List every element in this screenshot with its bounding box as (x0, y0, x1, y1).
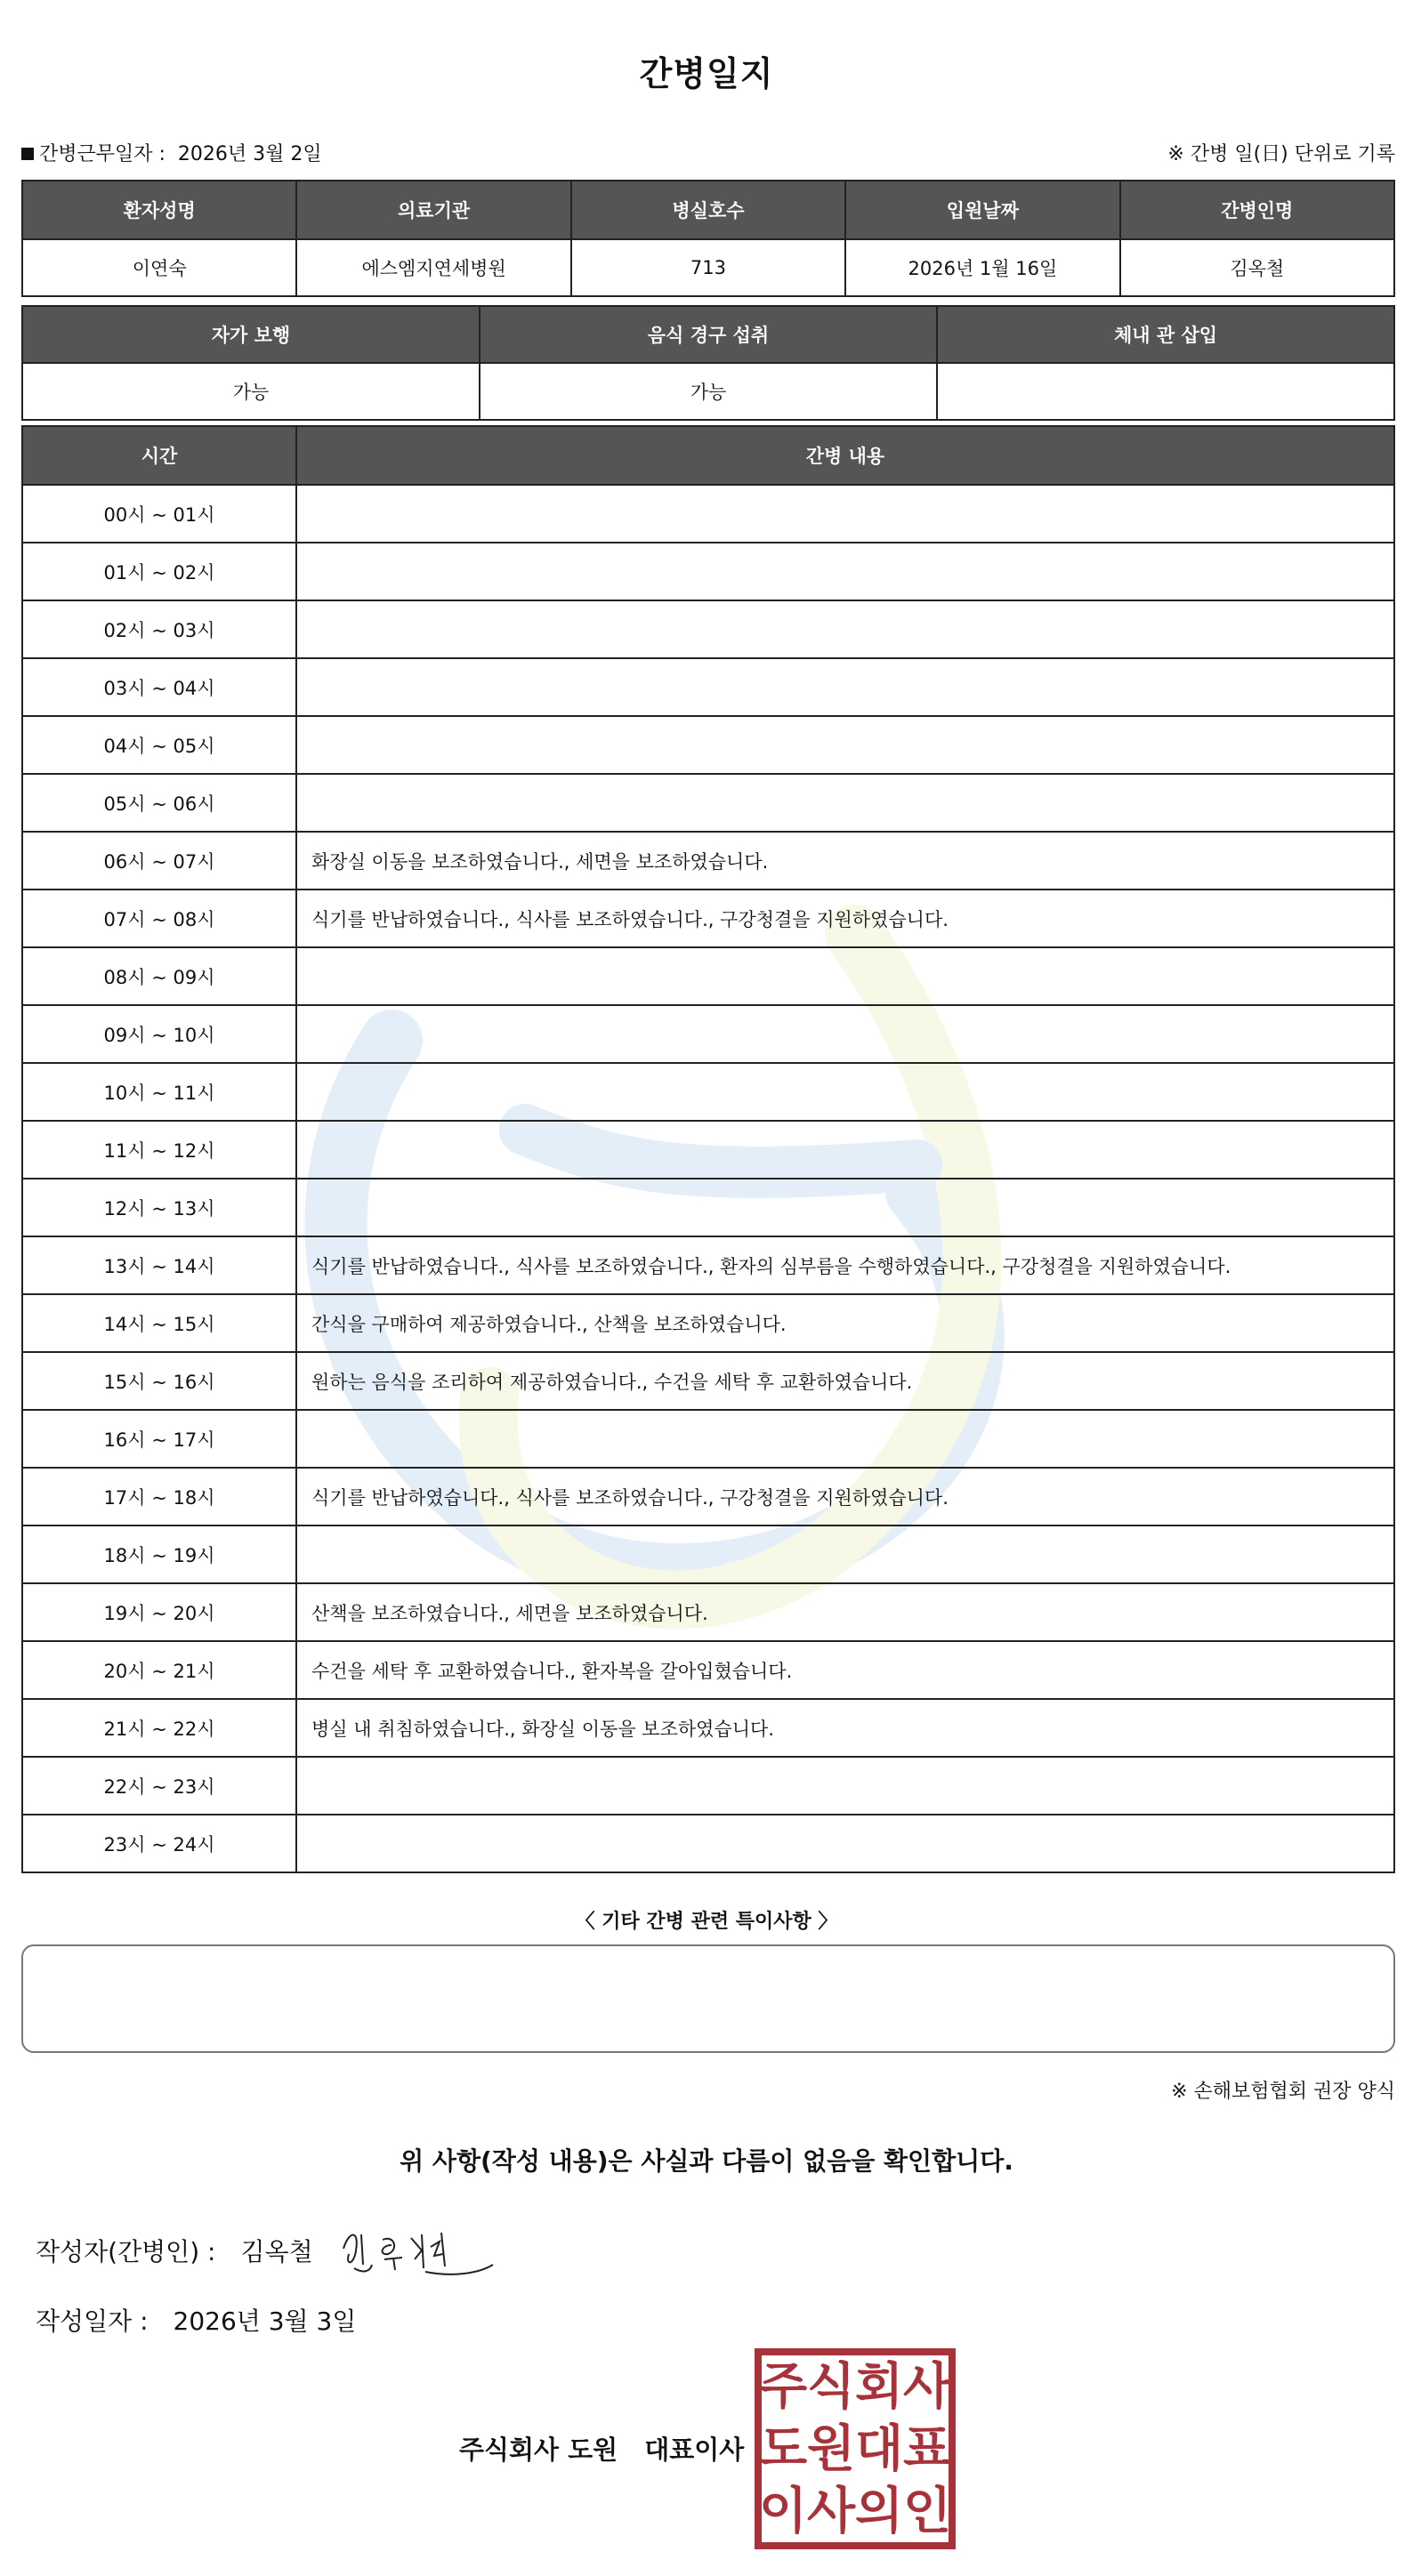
written-date-value: 2026년 3월 3일 (173, 2306, 357, 2336)
log-time: 04시 ~ 05시 (22, 716, 296, 774)
square-bullet-icon (21, 148, 34, 160)
oral-intake-value: 가능 (480, 363, 937, 420)
seal-character: 의 (854, 2483, 904, 2540)
log-body (22, 485, 1394, 1872)
header-hospital: 의료기관 (296, 181, 570, 239)
log-row (22, 658, 1394, 716)
log-row (22, 1410, 1394, 1468)
log-time: 01시 ~ 02시 (22, 543, 296, 600)
log-time: 22시 ~ 23시 (22, 1757, 296, 1815)
log-time: 05시 ~ 06시 (22, 774, 296, 832)
log-content (296, 658, 1394, 716)
log-row (22, 1468, 1394, 1525)
caregiver-name: 김옥철 (1120, 239, 1394, 296)
seal-character: 도 (758, 2420, 808, 2478)
log-content (296, 1005, 1394, 1063)
log-time: 08시 ~ 09시 (22, 947, 296, 1005)
work-date (21, 139, 322, 166)
log-row (22, 1699, 1394, 1757)
log-content: 간식을 구매하여 제공하였습니다., 산책을 보조하였습니다. (296, 1294, 1394, 1352)
log-content (296, 1757, 1394, 1815)
header-caregiver: 간병인명 (1120, 181, 1394, 239)
log-content: 산책을 보조하였습니다., 세면을 보조하였습니다. (296, 1583, 1394, 1641)
log-row (22, 832, 1394, 890)
log-row (22, 1583, 1394, 1641)
patient-info-table (21, 180, 1395, 297)
log-row (22, 890, 1394, 947)
log-content (296, 485, 1394, 543)
log-content (296, 1815, 1394, 1872)
log-row (22, 1525, 1394, 1583)
written-date-line (36, 2302, 356, 2338)
admission-date: 2026년 1월 16일 (845, 239, 1119, 296)
seal-character: 사 (806, 2483, 856, 2540)
log-content: 식기를 반납하였습니다., 식사를 보조하였습니다., 환자의 심부름을 수행하였습니다., 구강청결을 지원하였습니다. (296, 1236, 1394, 1294)
log-row (22, 1236, 1394, 1294)
log-time: 10시 ~ 11시 (22, 1063, 296, 1121)
hospital-name: 에스엠지연세병원 (296, 239, 570, 296)
log-row (22, 543, 1394, 600)
log-row (22, 1757, 1394, 1815)
log-content (296, 1063, 1394, 1121)
log-content (296, 1410, 1394, 1468)
work-date-value: 2026년 3월 2일 (177, 143, 322, 165)
company-seal-stamp (755, 2348, 956, 2549)
log-row (22, 1179, 1394, 1236)
log-row (22, 1815, 1394, 1872)
log-time: 14시 ~ 15시 (22, 1294, 296, 1352)
special-notes-box (21, 1944, 1395, 2053)
log-row (22, 716, 1394, 774)
record-note: ※ 간병 일(日) 단위로 기록 (1167, 143, 1395, 165)
room-number: 713 (571, 239, 845, 296)
header-tube-insertion: 체내 관 삽입 (937, 306, 1394, 363)
seal-character: 원 (806, 2420, 856, 2478)
status-header-row (22, 306, 1394, 363)
log-row (22, 947, 1394, 1005)
writer-line (36, 2233, 313, 2268)
log-content (296, 947, 1394, 1005)
log-content (296, 543, 1394, 600)
log-time: 16시 ~ 17시 (22, 1410, 296, 1468)
work-date-label: 간병근무일자 : (39, 143, 166, 165)
seal-character: 인 (902, 2483, 952, 2540)
self-walking-value: 가능 (22, 363, 480, 420)
log-content: 식기를 반납하였습니다., 식사를 보조하였습니다., 구강청결을 지원하였습니다. (296, 1468, 1394, 1525)
header-room: 병실호수 (571, 181, 845, 239)
log-row (22, 1063, 1394, 1121)
log-content (296, 774, 1394, 832)
log-content: 화장실 이동을 보조하였습니다., 세면을 보조하였습니다. (296, 832, 1394, 890)
log-row (22, 600, 1394, 658)
log-content (296, 1179, 1394, 1236)
writer-name: 김옥철 (240, 2237, 313, 2266)
log-content: 식기를 반납하였습니다., 식사를 보조하였습니다., 구강청결을 지원하였습니다. (296, 890, 1394, 947)
log-row (22, 1005, 1394, 1063)
log-row (22, 485, 1394, 543)
log-row (22, 1352, 1394, 1410)
header-oral-intake: 음식 경구 섭취 (480, 306, 937, 363)
log-content: 수건을 세탁 후 교환하였습니다., 환자복을 갈아입혔습니다. (296, 1641, 1394, 1699)
company-name: 주식회사 도원 (459, 2435, 618, 2465)
log-content (296, 1121, 1394, 1179)
log-time: 15시 ~ 16시 (22, 1352, 296, 1410)
log-time: 06시 ~ 07시 (22, 832, 296, 890)
log-time: 23시 ~ 24시 (22, 1815, 296, 1872)
header-time: 시간 (22, 426, 296, 485)
header-self-walking: 자가 보행 (22, 306, 480, 363)
patient-header-row (22, 181, 1394, 239)
log-content (296, 1525, 1394, 1583)
log-row (22, 1641, 1394, 1699)
seal-character: 이 (758, 2483, 808, 2540)
patient-value-row (22, 239, 1394, 296)
seal-character: 주 (758, 2358, 808, 2416)
log-time: 02시 ~ 03시 (22, 600, 296, 658)
log-content (296, 716, 1394, 774)
header-patient-name: 환자성명 (22, 181, 296, 239)
status-value-row (22, 363, 1394, 420)
log-content (296, 600, 1394, 658)
log-time: 03시 ~ 04시 (22, 658, 296, 716)
tube-insertion-value (937, 363, 1394, 420)
writer-label: 작성자(간병인) : (36, 2237, 216, 2266)
log-time: 12시 ~ 13시 (22, 1179, 296, 1236)
patient-name: 이연숙 (22, 239, 296, 296)
log-row (22, 774, 1394, 832)
log-content: 병실 내 취침하였습니다., 화장실 이동을 보조하였습니다. (296, 1699, 1394, 1757)
log-time: 11시 ~ 12시 (22, 1121, 296, 1179)
log-time: 13시 ~ 14시 (22, 1236, 296, 1294)
log-time: 20시 ~ 21시 (22, 1641, 296, 1699)
log-content: 원하는 음식을 조리하여 제공하였습니다., 수건을 세탁 후 교환하였습니다. (296, 1352, 1394, 1410)
seal-character: 표 (902, 2420, 952, 2478)
log-time: 18시 ~ 19시 (22, 1525, 296, 1583)
confirmation-statement: 위 사항(작성 내용)은 사실과 다름이 없음을 확인합니다. (400, 2146, 1013, 2176)
seal-character: 식 (806, 2358, 856, 2416)
document-title: 간병일지 (639, 54, 774, 93)
header-admission-date: 입원날짜 (845, 181, 1119, 239)
patient-status-table (21, 305, 1395, 421)
seal-character: 사 (902, 2358, 952, 2416)
log-row (22, 1121, 1394, 1179)
company-line (459, 2430, 744, 2467)
log-time: 00시 ~ 01시 (22, 485, 296, 543)
seal-character: 회 (854, 2358, 904, 2416)
log-time: 21시 ~ 22시 (22, 1699, 296, 1757)
log-header-row (22, 426, 1394, 485)
log-time: 07시 ~ 08시 (22, 890, 296, 947)
care-log-table (21, 425, 1395, 1873)
log-row (22, 1294, 1394, 1352)
written-date-label: 작성일자 : (36, 2306, 149, 2336)
log-time: 09시 ~ 10시 (22, 1005, 296, 1063)
log-time: 19시 ~ 20시 (22, 1583, 296, 1641)
seal-character: 대 (854, 2420, 904, 2478)
header-care-content: 간병 내용 (296, 426, 1394, 485)
notes-title: 〈 기타 간병 관련 특이사항 〉 (575, 1911, 838, 1933)
representative-title: 대표이사 (644, 2435, 745, 2465)
recommended-form-note: ※ 손해보험협회 권장 양식 (1171, 2081, 1395, 2103)
log-time: 17시 ~ 18시 (22, 1468, 296, 1525)
handwritten-signature (336, 2215, 497, 2286)
